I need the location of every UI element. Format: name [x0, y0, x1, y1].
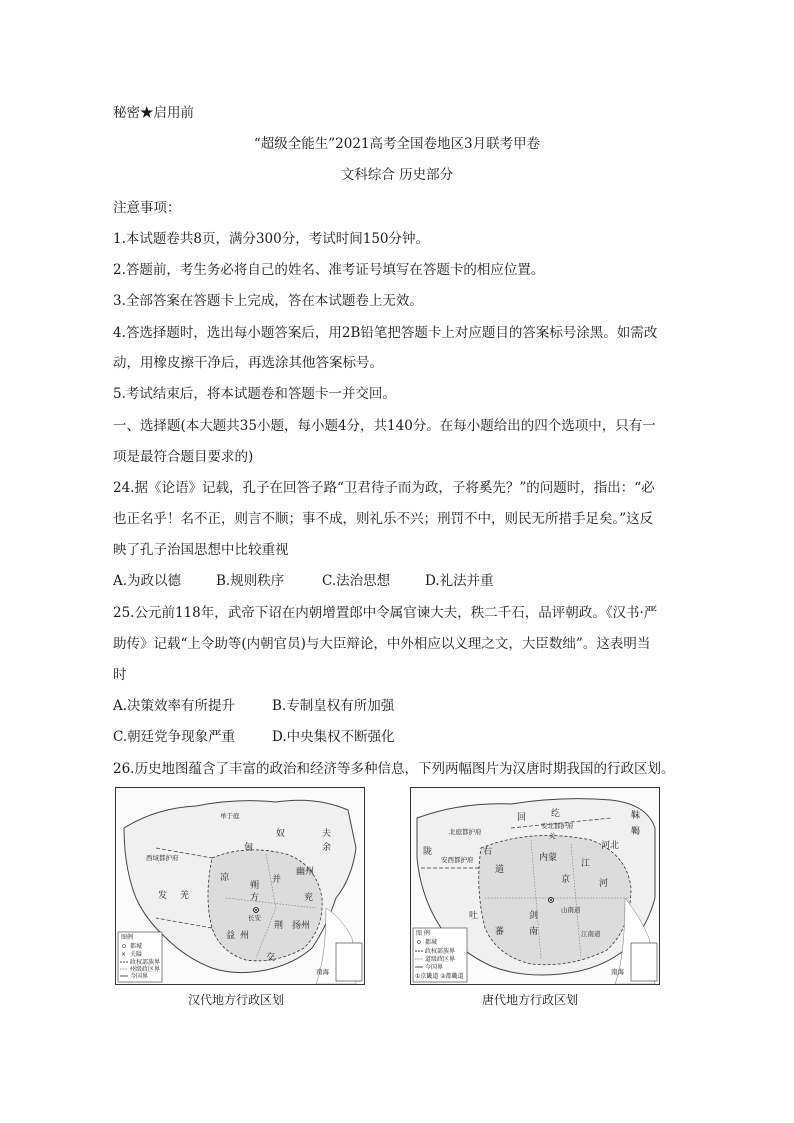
svg-text:道级政区界: 道级政区界	[425, 956, 456, 963]
svg-text:图 例: 图 例	[416, 930, 430, 937]
svg-text:①京畿道 ②都畿道: ①京畿道 ②都畿道	[415, 973, 464, 980]
question-24-text: 24.据《论语》记载，孔子在回答子路“卫君待子而为政，子将奚先？”的问题时，指出：“必	[113, 480, 655, 496]
map-label: 兖	[304, 893, 314, 903]
tang-dynasty-map	[410, 787, 660, 985]
svg-text:图例: 图例	[121, 934, 134, 941]
q25-option-c[interactable]: C.朝廷党争现象严重	[113, 729, 236, 745]
map-label: 羌	[180, 891, 190, 901]
notice-item: 动，用橡皮擦干净后，再选涂其他答案标号。	[113, 355, 383, 371]
notice-item: 4.答选择题时，选出每小题答案后，用2B铅笔把答题卡上对应题目的答案标号涂黑。如需改	[113, 325, 658, 341]
notice-heading: 注意事项：	[113, 200, 181, 216]
confidential-mark: 秘密★启用前	[113, 105, 194, 121]
map-label: 纥	[551, 809, 561, 819]
map-label: 山南道	[561, 906, 581, 914]
map-label: 益	[226, 931, 236, 941]
exam-subtitle: 文科综合 历史部分	[340, 167, 454, 183]
map-label: 河北	[601, 841, 620, 851]
map-label: 蕃	[495, 927, 505, 937]
map-label: 单于庭	[220, 812, 240, 820]
map-label: 内蒙	[539, 853, 558, 863]
question-25-text: 时	[113, 667, 127, 683]
map-label: 南	[529, 927, 539, 937]
q24-option-d[interactable]: D.礼法并重	[425, 573, 494, 589]
question-25-text: 25.公元前118年，武帝下诏在内朝增置郎中令属官谏大夫，秩二千石，品评朝政。《汉书·严	[113, 605, 658, 621]
svg-text:都城: 都城	[130, 943, 143, 950]
q25-option-b[interactable]: B.专制皇权有所加强	[272, 698, 395, 714]
svg-text:今国界: 今国界	[425, 964, 444, 971]
map-label: 交	[266, 953, 276, 963]
svg-text:×: ×	[121, 951, 127, 958]
svg-text:今国界: 今国界	[130, 973, 149, 980]
question-26-text: 26.历史地图蕴含了丰富的政治和经济等多种信息，下列两幅图片为汉唐时期我国的行政区划。	[113, 761, 675, 777]
map-label: 京	[561, 875, 571, 885]
svg-text:政权部族界: 政权部族界	[130, 959, 161, 966]
map-label: 回	[517, 813, 527, 823]
map-label: 发	[158, 891, 168, 901]
svg-text:都城: 都城	[425, 939, 438, 946]
map-label: 南海	[611, 968, 624, 976]
map-label: 右	[483, 847, 493, 857]
notice-item: 3.全部答案在答题卡上完成，答在本试题卷上无效。	[113, 293, 423, 309]
han-map-graphic	[116, 788, 364, 984]
q25-option-a[interactable]: A.决策效率有所提升	[113, 698, 236, 714]
svg-text:关隘: 关隘	[130, 951, 143, 958]
map-label: 荆	[274, 921, 284, 931]
q24-option-c[interactable]: C.法治思想	[322, 573, 391, 589]
map-label: 安西都护府	[441, 856, 474, 864]
map-label: 河	[599, 879, 609, 889]
map-label: 扬州	[292, 921, 311, 931]
map-label: 幽州	[296, 867, 315, 877]
notice-item: 1.本试题卷共8页，满分300分，考试时间150分钟。	[113, 231, 430, 247]
notice-item: 5.考试结束后，将本试题卷和答题卡一并交回。	[113, 386, 396, 402]
map-label: 江南道	[581, 930, 601, 938]
tang-map-graphic	[411, 788, 659, 984]
section-instruction: 一、选择题(本大题共35小题，每小题4分，共140分。在每小题给出的四个选项中，只有一	[113, 418, 656, 434]
notice-item: 2.答题前，考生务必将自己的姓名、准考证号填写在答题卡的相应位置。	[113, 262, 545, 278]
map-label: 凉	[220, 873, 230, 883]
svg-text:政权部族界: 政权部族界	[425, 948, 456, 955]
section-instruction: 项是最符合题目要求的)	[113, 449, 254, 465]
q24-option-a[interactable]: A.为政以德	[113, 573, 182, 589]
han-map-legend	[118, 932, 162, 982]
map-label: 安北都护府	[541, 822, 574, 830]
map-label: 方	[250, 893, 260, 903]
map-label: 余	[322, 843, 332, 853]
tang-map-legend	[413, 928, 467, 982]
map-label: 并	[272, 875, 282, 885]
question-24-text: 也正名乎！名不正，则言不顺；事不成，则礼乐不兴；刑罚不中，则民无所措手足矣。”这反	[113, 511, 654, 527]
map-label: 西域都护府	[146, 854, 179, 862]
q25-option-d[interactable]: D.中央集权不断强化	[272, 729, 395, 745]
map-label: 剑	[529, 911, 539, 921]
map-label: 奴	[276, 829, 286, 839]
map-label: 鞨	[631, 827, 641, 837]
map-label: 道	[495, 865, 505, 875]
map-label: 夫	[322, 829, 332, 839]
map-label: 南海	[316, 968, 329, 976]
han-map-caption: 汉代地方行政区划	[188, 993, 285, 1007]
map-label: 关	[549, 832, 556, 840]
map-label: 靺	[631, 811, 641, 821]
map-label: 江	[581, 859, 591, 869]
question-25-text: 助传》记载“上令助等(内朝官员)与大臣辩论，中外相应以义理之文，大臣数绌”。这表明当	[113, 636, 651, 652]
map-label: 匈	[244, 843, 254, 853]
svg-text:州级政区界: 州级政区界	[130, 966, 161, 973]
map-label: 州	[240, 931, 250, 941]
q24-option-b[interactable]: B.规则秩序	[216, 573, 285, 589]
han-dynasty-map	[115, 787, 365, 985]
map-label: 吐	[469, 911, 479, 921]
question-24-text: 映了孔子治国思想中比较重视	[113, 542, 289, 558]
tang-map-caption: 唐代地方行政区划	[482, 993, 579, 1007]
map-label: 长安	[248, 914, 261, 922]
map-label: 北庭都护府	[449, 828, 482, 836]
map-label: 陇	[423, 847, 433, 857]
map-label: 朔	[250, 881, 260, 891]
exam-title: “超级全能生”2021高考全国卷地区3月联考甲卷	[253, 136, 541, 152]
